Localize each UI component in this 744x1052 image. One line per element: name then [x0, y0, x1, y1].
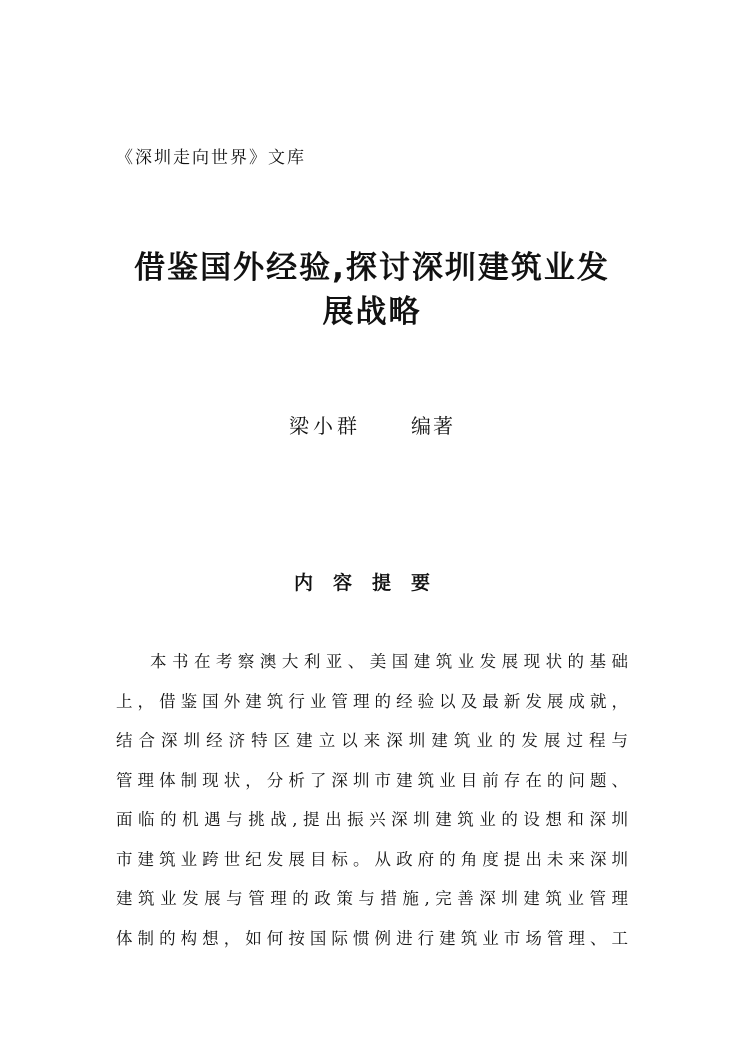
abstract-line: 建筑业发展与管理的政策与措施,完善深圳建筑业管理 — [116, 889, 628, 908]
abstract-line: 本书在考察澳大利亚、美国建筑业发展现状的基础 — [150, 652, 628, 671]
series-name: 《深圳走向世界》文库 — [116, 148, 306, 168]
author-role: 编著 — [411, 414, 455, 438]
book-title-line: 借鉴国外经验,探讨深圳建筑业发 — [134, 250, 610, 286]
abstract-body — [116, 642, 628, 958]
abstract-line: 管理体制现状，分析了深圳市建筑业目前存在的问题、 — [116, 770, 628, 790]
author-name: 梁小群 — [289, 414, 361, 438]
abstract-line: 市建筑业跨世纪发展目标。从政府的角度提出未来深圳 — [116, 849, 628, 869]
book-title — [100, 246, 644, 334]
abstract-line: 体制的构想，如何按国际惯例进行建筑业市场管理、工 — [116, 928, 628, 948]
abstract-line: 面临的机遇与挑战,提出振兴深圳建筑业的设想和深圳 — [116, 810, 628, 829]
abstract-line: 上，借鉴国外建筑行业管理的经验以及最新发展成就， — [116, 691, 628, 711]
author-line — [0, 410, 744, 439]
abstract-line: 结合深圳经济特区建立以来深圳建筑业的发展过程与 — [116, 731, 628, 750]
book-title-line: 展战略 — [322, 294, 422, 330]
abstract-heading: 内容提要 — [293, 572, 450, 594]
